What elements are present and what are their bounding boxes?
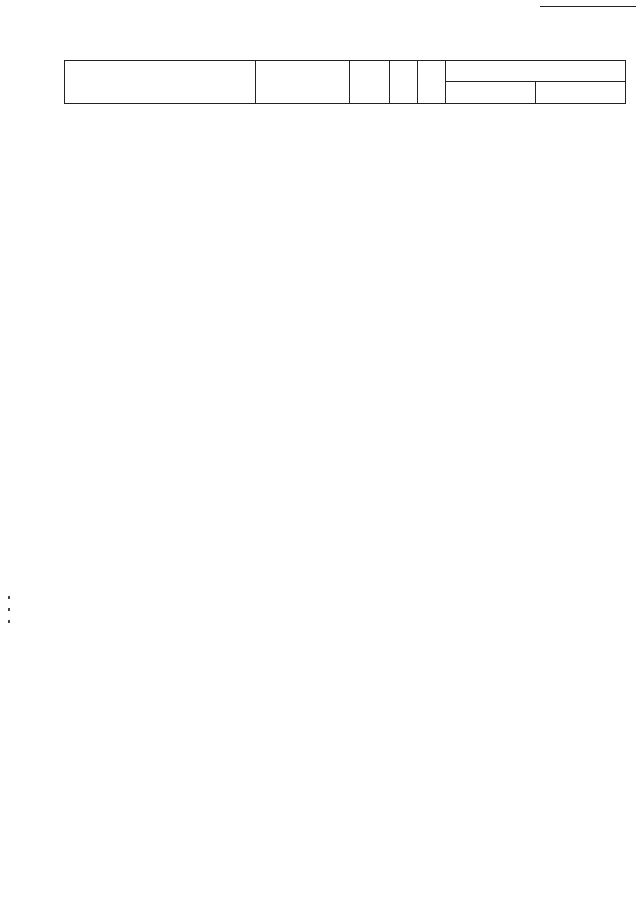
table-header	[64, 60, 626, 104]
top-rule	[540, 6, 636, 7]
header-divider	[255, 61, 256, 103]
header-divider	[445, 61, 446, 103]
header-divider	[535, 81, 536, 103]
header-divider	[417, 61, 418, 103]
header-divider	[445, 81, 625, 82]
header-divider	[349, 61, 350, 103]
header-divider	[389, 61, 390, 103]
margin-marks	[8, 596, 12, 636]
